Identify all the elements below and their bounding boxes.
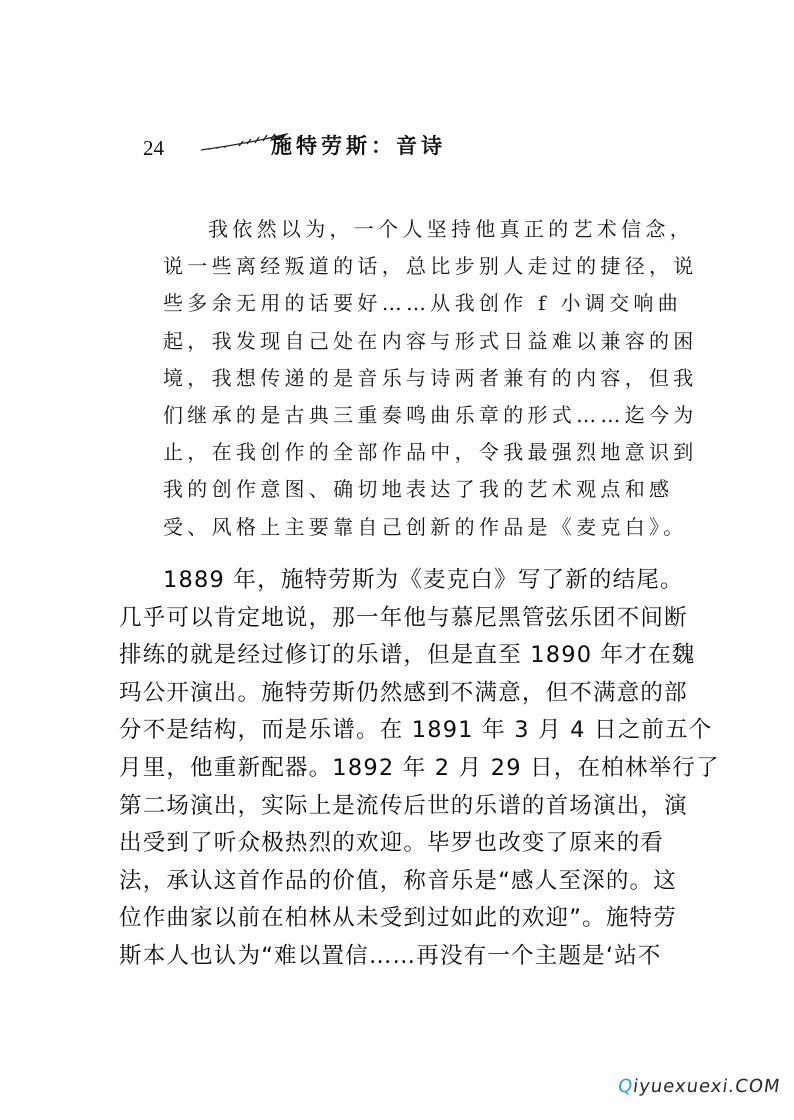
quote-line: 我的创作意图、确切地表达了我的艺术观点和感 [163,477,674,502]
watermark-prefix: Q [616,1076,635,1097]
watermark-text: iyuexuexi.COM [631,1076,782,1097]
page-number: 24 [143,136,164,160]
page-header [143,128,703,164]
body-line: 玛公开演出。施特劳斯仍然感到不满意，但不满意的部 [119,679,688,706]
body-line: 月里，他重新配器。1892 年 2 月 29 日，在柏林举行了 [119,754,720,781]
quote-line: 些多余无用的话要好……从我创作 f 小调交响曲 [163,291,683,316]
body-line: 第二场演出，实际上是流传后世的乐谱的首场演出，演 [119,792,688,819]
quote-line: 起，我发现自己处在内容与形式日益难以兼容的困 [163,328,698,353]
quote-line: 我依然以为，一个人坚持他真正的艺术信念， [208,217,694,241]
quote-line: 境，我想传递的是音乐与诗两者兼有的内容，但我 [163,365,698,390]
quote-line: 说一些离经叛道的话，总比步别人走过的捷径，说 [163,254,698,279]
body-paragraph [119,562,720,976]
quote-line: 止，在我创作的全部作品中，令我最强烈地意识到 [163,440,698,465]
body-line: 斯本人也认为“难以置信……再没有一个主题是‘站不 [119,942,662,969]
body-line: 出受到了听众极热烈的欢迎。毕罗也改变了原来的看 [119,830,665,857]
body-line: 法，承认这首作品的价值，称音乐是“感人至深的。这 [119,867,677,894]
block-quote [163,211,711,546]
site-watermark [616,1076,781,1097]
quote-line: 受、风格上主要靠自己创新的作品是《麦克白》。 [163,514,688,539]
body-line: 分不是结构，而是乐谱。在 1891 年 3 月 4 日之前五个 [119,717,713,744]
body-line: 几乎可以肯定地说，那一年他与慕尼黑管弦乐团不间断 [119,604,688,631]
body-line: 位作曲家以前在柏林从未受到过如此的欢迎”。施特劳 [119,905,677,932]
body-line: 1889 年，施特劳斯为《麦克白》写了新的结尾。 [163,567,684,593]
running-title: 施特劳斯：音诗 [271,134,446,158]
quote-line: 们继承的是古典三重奏鸣曲乐章的形式……迄今为 [163,402,698,427]
body-line: 排练的就是经过修订的乐谱，但是直至 1890 年才在魏 [119,642,696,669]
